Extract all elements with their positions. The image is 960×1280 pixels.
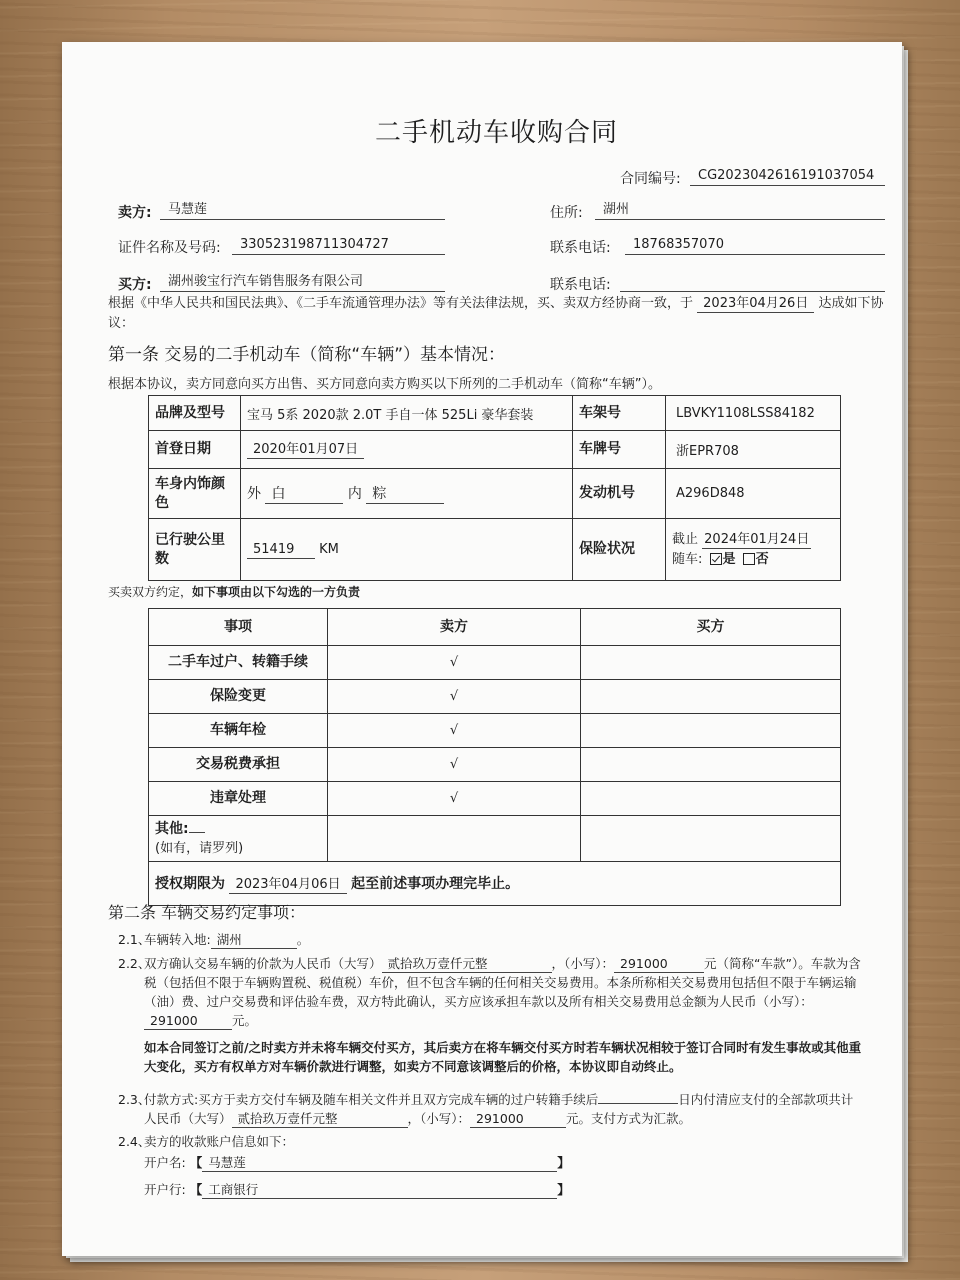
engine-label: 发动机号 [573, 469, 666, 519]
bank-value: 工商银行 [202, 1181, 557, 1199]
plate-label: 车牌号 [573, 431, 666, 469]
mileage-label: 已行驶公里数 [149, 519, 241, 581]
clause-2-1-number: 2.1、 [118, 932, 151, 947]
table-header-row [149, 609, 841, 646]
table-row [149, 782, 841, 816]
payment-text-end: 元。支付方式为汇款。 [566, 1111, 692, 1126]
table-row [149, 431, 841, 469]
auth-label: 授权期限为 [155, 876, 225, 892]
seller-label: 卖方: [118, 205, 152, 221]
price-text-end: 元。 [232, 1013, 258, 1028]
preamble-text: 根据《中华人民共和国民法典》、《二手车流通管理办法》等有关法律法规，买、卖双方经协商一致，于 [108, 296, 694, 311]
other-buyer-cell [581, 816, 841, 862]
other-seller-cell [328, 816, 581, 862]
clause-2-2 [144, 954, 864, 1030]
table-row [149, 646, 841, 680]
mileage-unit: KM [319, 541, 339, 557]
preamble [108, 294, 890, 334]
header-buyer: 买方 [581, 609, 841, 646]
reg-date-label: 首登日期 [149, 431, 241, 469]
clause-2-1-suffix: 。 [296, 932, 310, 947]
seller-check-mark: √ [328, 680, 581, 714]
bank-row [144, 1180, 570, 1199]
seller-name: 马慧莲 [160, 200, 445, 220]
price-text: 双方确认交易车辆的价款为人民币（大写） [144, 956, 382, 971]
contract-page [62, 42, 902, 1256]
table-row [149, 714, 841, 748]
insurance-cell [666, 519, 841, 581]
other-note: (如有，请罗列) [155, 840, 244, 856]
responsibility-intro-bold: 如下事项由以下勾选的一方负责 [192, 585, 361, 599]
preamble-end: 达成如下协议： [108, 296, 884, 331]
engine-value: A296D848 [666, 469, 841, 519]
table-row [149, 519, 841, 581]
clause-2-3 [144, 1090, 864, 1128]
account-name-row [144, 1153, 570, 1172]
payment-upper-case: 贰拾玖万壹仟元整 [232, 1110, 408, 1128]
insurance-label: 保险状况 [573, 519, 666, 581]
yes-label: 是 [722, 551, 736, 567]
seller-check-mark: √ [328, 714, 581, 748]
seller-address: 湖州 [595, 200, 885, 220]
price-terms-text: 元（简称“车款”）。车款为含税（包括但不限于车辆购置税、税值税）车价，但不包含车辆的任何相关交易费用。本条所称相关交易费用包括但不限于车辆运输（油）费、过户交易费和评估验车费，双方特此确认，买方应该承担车款以及所有相关交易费用总金额为人民币（小写）： [144, 956, 861, 1009]
destination-label: 车辆转入地: [144, 932, 211, 947]
clause-2-4-number: 2.4、 [118, 1134, 151, 1149]
responsibility-intro-plain: 买卖双方约定， [108, 585, 193, 599]
account-name-value: 马慧莲 [202, 1154, 557, 1172]
payment-text: ，（小写）： [407, 1111, 471, 1126]
header-seller: 卖方 [328, 609, 581, 646]
seller-check-mark: √ [328, 748, 581, 782]
payment-days-blank [598, 1103, 678, 1104]
adjustment-note: 如本合同签订之前/之时卖方并未将车辆交付买方，其后卖方在将车辆交付买方时若车辆状况相较于签订合同时有发生事故或其他重大变化，买方有权单方对车辆价款进行调整，如卖方不同意该调整后的价格，本协议即自动终止。 [144, 1040, 862, 1074]
vin-value: LBVKY1108LSS84182 [666, 396, 841, 431]
table-row [149, 469, 841, 519]
buyer-label: 买方: [118, 277, 152, 293]
buyer-name: 湖州骏宝行汽车销售服务有限公司 [160, 272, 445, 292]
color-label: 车身内饰颜色 [149, 469, 241, 519]
insurance-until-prefix: 截止 [672, 531, 699, 547]
insurance-until-date: 2024年01月24日 [704, 531, 810, 547]
other-cell [149, 816, 328, 862]
payment-amount: 291000 [470, 1110, 566, 1128]
auth-suffix: 起至前述事项办理完毕止。 [351, 876, 520, 892]
bracket-close: 】 [557, 1155, 570, 1170]
mileage-cell [241, 519, 573, 581]
clause-2-3-number: 2.3、 [118, 1092, 151, 1107]
responsibility-item: 车辆年检 [149, 714, 328, 748]
exterior-color: 白 [265, 486, 343, 504]
header-item: 事项 [149, 609, 328, 646]
seller-phone-label: 联系电话: [550, 240, 611, 256]
authorization-cell [149, 862, 841, 906]
plate-value: 浙EPR708 [666, 431, 841, 469]
with-car-line [672, 550, 834, 570]
price-amount: 291000 [614, 955, 704, 973]
mileage-value: 51419 [247, 541, 315, 559]
checkbox-checked-icon [710, 553, 722, 565]
bracket-open: 【 [189, 1182, 203, 1197]
interior-color: 粽 [366, 486, 444, 504]
destination-value: 湖州 [211, 931, 297, 949]
other-label: 其他: [155, 820, 189, 837]
responsibility-intro [108, 583, 360, 600]
buyer-phone-label: 联系电话: [550, 277, 611, 293]
table-row-other [149, 816, 841, 862]
vehicle-info-table [148, 395, 841, 581]
responsibility-table [148, 608, 841, 906]
clause-2-4: 卖方的收款账户信息如下： [144, 1134, 295, 1149]
buyer-cell [581, 680, 841, 714]
total-amount: 291000 [144, 1012, 232, 1030]
table-row [149, 748, 841, 782]
payment-text: 付款方式:买方于卖方交付车辆及随车相关文件并且双方完成车辆的过户转籍手续后 [144, 1092, 599, 1107]
seller-phone: 18768357070 [625, 235, 885, 255]
bracket-open: 【 [189, 1155, 203, 1170]
buyer-cell [581, 782, 841, 816]
reg-date-cell [241, 431, 573, 469]
article1-intro: 根据本协议，卖方同意向买方出售、买方同意向卖方购买以下所列的二手机动车（简称“车辆”）。 [108, 377, 661, 392]
agreement-date: 2023年04月26日 [697, 295, 814, 313]
exterior-prefix: 外 [247, 486, 261, 502]
other-blank [189, 832, 205, 833]
responsibility-item: 保险变更 [149, 680, 328, 714]
clause-2-1 [144, 930, 864, 949]
insurance-until-line [672, 530, 834, 550]
seller-id-number: 330523198711304727 [232, 235, 445, 255]
reg-date-value: 2020年01月07日 [247, 441, 364, 459]
seller-check-mark: √ [328, 782, 581, 816]
interior-prefix: 内 [347, 486, 362, 502]
id-label: 证件名称及号码: [118, 240, 221, 256]
buyer-phone [620, 272, 885, 292]
table-row-authorization [149, 862, 841, 906]
address-label: 住所: [550, 205, 583, 221]
article1-heading: 第一条 交易的二手机动车（简称“车辆”）基本情况： [108, 345, 506, 365]
brand-value: 宝马 5系 2020款 2.0T 手自一体 525Li 豪华套装 [241, 396, 573, 431]
contract-number-label: 合同编号: [620, 171, 681, 187]
account-name-label: 开户名: [144, 1155, 186, 1170]
contract-number-value: CG2023042616191037054 [690, 166, 885, 186]
seller-check-mark: √ [328, 646, 581, 680]
price-text: ，（小写）： [551, 956, 615, 971]
checkbox-empty-icon [743, 553, 755, 565]
responsibility-item: 交易税费承担 [149, 748, 328, 782]
bracket-close: 】 [557, 1182, 570, 1197]
responsibility-item: 违章处理 [149, 782, 328, 816]
table-row [149, 396, 841, 431]
clause-2-2-number: 2.2、 [118, 956, 151, 971]
buyer-cell [581, 714, 841, 748]
bank-label: 开户行: [144, 1182, 186, 1197]
vin-label: 车架号 [573, 396, 666, 431]
table-row [149, 680, 841, 714]
buyer-cell [581, 748, 841, 782]
price-upper-case: 贰拾玖万壹仟元整 [382, 955, 552, 973]
brand-label: 品牌及型号 [149, 396, 241, 431]
buyer-cell [581, 646, 841, 680]
with-car-label: 随车: [672, 551, 703, 567]
no-label: 否 [755, 551, 769, 567]
auth-date: 2023年04月06日 [229, 876, 346, 894]
article2-heading: 第二条 车辆交易约定事项： [108, 903, 306, 922]
responsibility-item: 二手车过户、转籍手续 [149, 646, 328, 680]
payment-text: 日内付清应支付的全部款项共计人民币（大写） [144, 1092, 854, 1126]
contract-title: 二手机动车收购合同 [375, 118, 619, 148]
color-cell [241, 469, 573, 519]
